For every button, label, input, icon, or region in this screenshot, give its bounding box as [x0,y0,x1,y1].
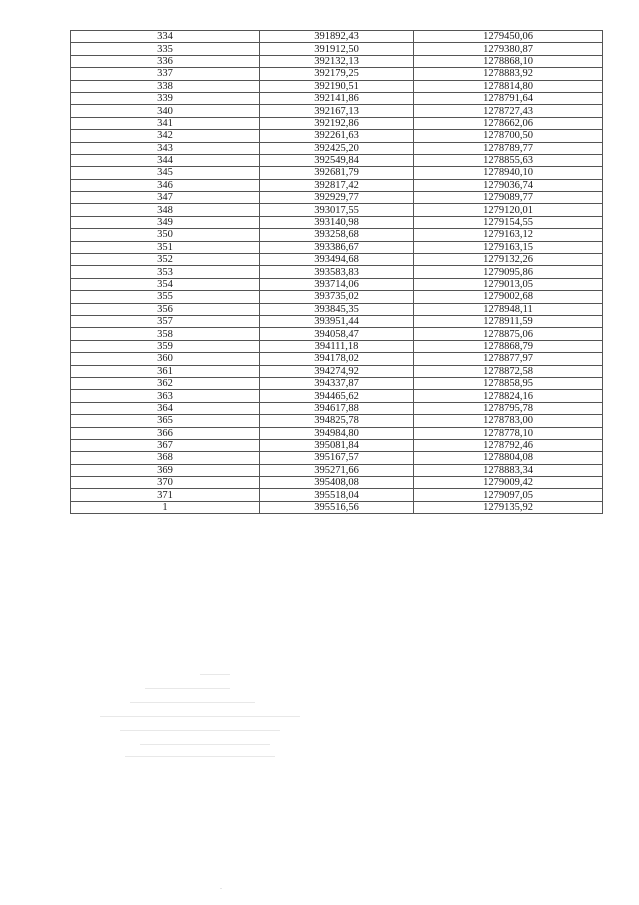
x-coordinate-cell: 394337,87 [260,377,414,389]
table-row [71,204,603,216]
point-number-cell: 369 [71,464,260,476]
x-coordinate-cell: 394825,78 [260,415,414,427]
x-coordinate-cell: 394984,80 [260,427,414,439]
x-coordinate-cell: 395408,08 [260,477,414,489]
point-number-cell: 364 [71,402,260,414]
point-number-cell: 345 [71,167,260,179]
y-coordinate-cell: 1278814,80 [414,80,603,92]
y-coordinate-cell: 1279089,77 [414,192,603,204]
y-coordinate-cell: 1278858,95 [414,377,603,389]
x-coordinate-cell: 393017,55 [260,204,414,216]
table-row [71,55,603,67]
point-number-cell: 348 [71,204,260,216]
x-coordinate-cell: 392425,20 [260,142,414,154]
y-coordinate-cell: 1278824,16 [414,390,603,402]
point-number-cell: 342 [71,130,260,142]
y-coordinate-cell: 1278662,06 [414,117,603,129]
table-row [71,365,603,377]
x-coordinate-cell: 392167,13 [260,105,414,117]
x-coordinate-cell: 394465,62 [260,390,414,402]
y-coordinate-cell: 1278940,10 [414,167,603,179]
table-row [71,216,603,228]
table-row [71,229,603,241]
point-number-cell: 347 [71,192,260,204]
y-coordinate-cell: 1278877,97 [414,353,603,365]
table-row [71,489,603,501]
table-row [71,80,603,92]
table-row [71,254,603,266]
x-coordinate-cell: 392549,84 [260,154,414,166]
point-number-cell: 353 [71,266,260,278]
y-coordinate-cell: 1279002,68 [414,291,603,303]
table-row [71,340,603,352]
point-number-cell: 344 [71,154,260,166]
point-number-cell: 370 [71,477,260,489]
table-row [71,303,603,315]
y-coordinate-cell: 1278792,46 [414,439,603,451]
x-coordinate-cell: 394178,02 [260,353,414,365]
point-number-cell: 1 [71,501,260,513]
y-coordinate-cell: 1278855,63 [414,154,603,166]
point-number-cell: 346 [71,179,260,191]
table-row [71,167,603,179]
x-coordinate-cell: 395081,84 [260,439,414,451]
point-number-cell: 341 [71,117,260,129]
x-coordinate-cell: 393258,68 [260,229,414,241]
table-row [71,452,603,464]
table-row [71,427,603,439]
point-number-cell: 371 [71,489,260,501]
table-row [71,415,603,427]
point-number-cell: 361 [71,365,260,377]
y-coordinate-cell: 1278789,77 [414,142,603,154]
y-coordinate-cell: 1278911,59 [414,315,603,327]
coordinates-table [70,30,603,514]
x-coordinate-cell: 392141,86 [260,92,414,104]
x-coordinate-cell: 392179,25 [260,68,414,80]
point-number-cell: 367 [71,439,260,451]
y-coordinate-cell: 1278883,92 [414,68,603,80]
table-row [71,291,603,303]
y-coordinate-cell: 1278872,58 [414,365,603,377]
x-coordinate-cell: 393386,67 [260,241,414,253]
y-coordinate-cell: 1278868,10 [414,55,603,67]
table-row [71,142,603,154]
x-coordinate-cell: 393494,68 [260,254,414,266]
x-coordinate-cell: 392929,77 [260,192,414,204]
x-coordinate-cell: 394617,88 [260,402,414,414]
x-coordinate-cell: 393583,83 [260,266,414,278]
x-coordinate-cell: 392817,42 [260,179,414,191]
y-coordinate-cell: 1278883,34 [414,464,603,476]
point-number-cell: 355 [71,291,260,303]
point-number-cell: 365 [71,415,260,427]
x-coordinate-cell: 394111,18 [260,340,414,352]
point-number-cell: 336 [71,55,260,67]
x-coordinate-cell: 391892,43 [260,31,414,43]
x-coordinate-cell: 392681,79 [260,167,414,179]
point-number-cell: 338 [71,80,260,92]
y-coordinate-cell: 1279132,26 [414,254,603,266]
y-coordinate-cell: 1278791,64 [414,92,603,104]
table-row [71,130,603,142]
x-coordinate-cell: 393140,98 [260,216,414,228]
table-row [71,439,603,451]
y-coordinate-cell: 1279095,86 [414,266,603,278]
faded-stamp-area [95,670,315,770]
y-coordinate-cell: 1279013,05 [414,278,603,290]
point-number-cell: 363 [71,390,260,402]
y-coordinate-cell: 1278795,78 [414,402,603,414]
point-number-cell: 343 [71,142,260,154]
y-coordinate-cell: 1279135,92 [414,501,603,513]
point-number-cell: 358 [71,328,260,340]
x-coordinate-cell: 395516,56 [260,501,414,513]
point-number-cell: 360 [71,353,260,365]
coordinates-table-body [71,31,603,514]
point-number-cell: 354 [71,278,260,290]
x-coordinate-cell: 392132,13 [260,55,414,67]
table-row [71,390,603,402]
y-coordinate-cell: 1278868,79 [414,340,603,352]
x-coordinate-cell: 395518,04 [260,489,414,501]
y-coordinate-cell: 1278783,00 [414,415,603,427]
point-number-cell: 350 [71,229,260,241]
table-row [71,377,603,389]
y-coordinate-cell: 1278948,11 [414,303,603,315]
y-coordinate-cell: 1279154,55 [414,216,603,228]
point-number-cell: 357 [71,315,260,327]
y-coordinate-cell: 1279120,01 [414,204,603,216]
x-coordinate-cell: 393714,06 [260,278,414,290]
table-row [71,92,603,104]
point-number-cell: 352 [71,254,260,266]
point-number-cell: 362 [71,377,260,389]
y-coordinate-cell: 1279097,05 [414,489,603,501]
y-coordinate-cell: 1279036,74 [414,179,603,191]
table-row [71,117,603,129]
table-row [71,154,603,166]
table-row [71,241,603,253]
y-coordinate-cell: 1278700,50 [414,130,603,142]
point-number-cell: 339 [71,92,260,104]
point-number-cell: 349 [71,216,260,228]
table-row [71,105,603,117]
table-row [71,402,603,414]
y-coordinate-cell: 1278778,10 [414,427,603,439]
table-row [71,477,603,489]
y-coordinate-cell: 1278727,43 [414,105,603,117]
x-coordinate-cell: 393735,02 [260,291,414,303]
table-row [71,43,603,55]
point-number-cell: 335 [71,43,260,55]
table-row [71,68,603,80]
x-coordinate-cell: 395271,66 [260,464,414,476]
table-row [71,464,603,476]
x-coordinate-cell: 394058,47 [260,328,414,340]
y-coordinate-cell: 1279163,15 [414,241,603,253]
x-coordinate-cell: 392192,86 [260,117,414,129]
point-number-cell: 334 [71,31,260,43]
point-number-cell: 359 [71,340,260,352]
point-number-cell: 340 [71,105,260,117]
x-coordinate-cell: 395167,57 [260,452,414,464]
x-coordinate-cell: 393845,35 [260,303,414,315]
y-coordinate-cell: 1278804,08 [414,452,603,464]
y-coordinate-cell: 1279380,87 [414,43,603,55]
x-coordinate-cell: 392261,63 [260,130,414,142]
point-number-cell: 337 [71,68,260,80]
x-coordinate-cell: 393951,44 [260,315,414,327]
table-row [71,353,603,365]
table-row [71,192,603,204]
table-row [71,31,603,43]
page-mark [220,888,222,889]
x-coordinate-cell: 392190,51 [260,80,414,92]
table-row [71,315,603,327]
y-coordinate-cell: 1279450,06 [414,31,603,43]
point-number-cell: 366 [71,427,260,439]
x-coordinate-cell: 391912,50 [260,43,414,55]
point-number-cell: 368 [71,452,260,464]
y-coordinate-cell: 1279009,42 [414,477,603,489]
table-row [71,328,603,340]
table-row [71,266,603,278]
x-coordinate-cell: 394274,92 [260,365,414,377]
point-number-cell: 351 [71,241,260,253]
table-row [71,179,603,191]
y-coordinate-cell: 1279163,12 [414,229,603,241]
table-row [71,278,603,290]
y-coordinate-cell: 1278875,06 [414,328,603,340]
table-row [71,501,603,513]
point-number-cell: 356 [71,303,260,315]
